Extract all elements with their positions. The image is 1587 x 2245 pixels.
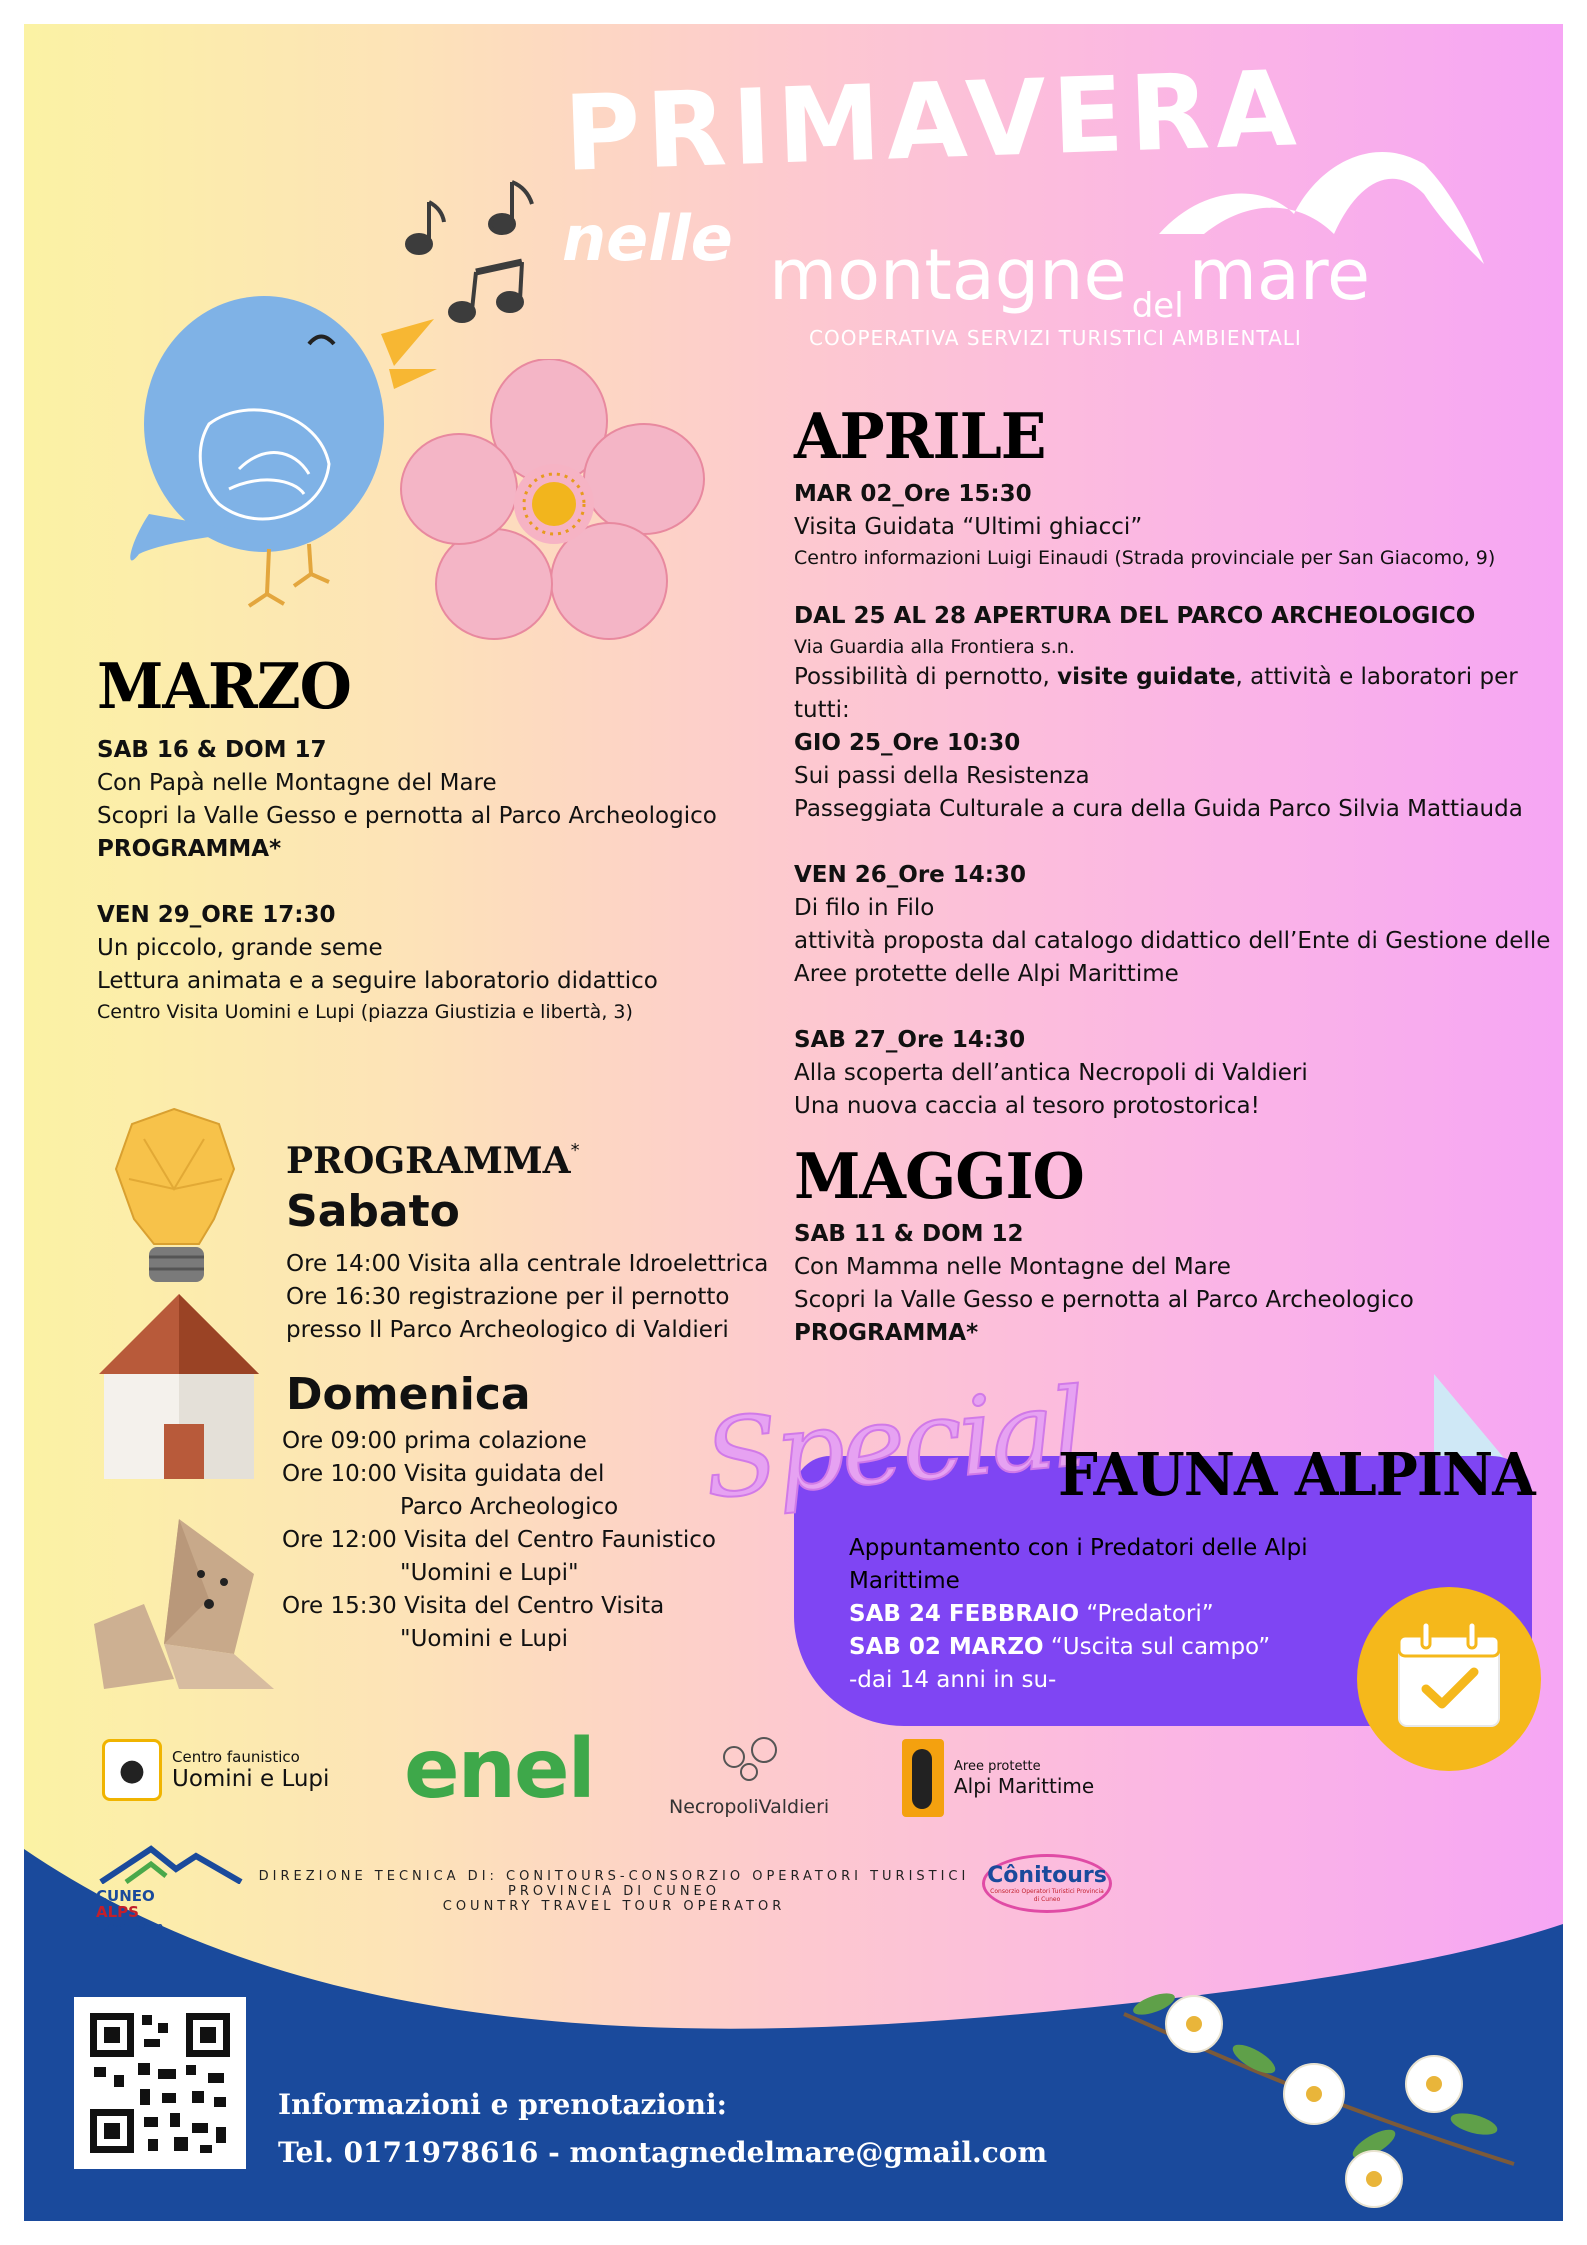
heading-maggio: MAGGIO xyxy=(794,1140,1084,1214)
domenica-title: Domenica xyxy=(286,1369,531,1420)
logo-conitours xyxy=(982,1854,1112,1913)
brand-subtitle: COOPERATIVA SERVIZI TURISTICI AMBIENTALI xyxy=(809,326,1302,350)
fox-origami-illustration xyxy=(84,1504,304,1704)
house-illustration xyxy=(84,1289,274,1489)
brand-montagne: montagne xyxy=(769,234,1127,316)
calendar-check-icon xyxy=(1354,1584,1544,1774)
cuneo-3: Experience xyxy=(96,1920,163,1934)
programma-heading xyxy=(286,1140,786,1182)
aprile-e2-pre: Possibilità di pernotto, xyxy=(794,664,1058,690)
aprile-e2-bold: visite guidate xyxy=(1057,664,1236,690)
brand-del: del xyxy=(1131,286,1184,326)
sabato-item-2: Ore 16:30 registrazione per il pernotto xyxy=(286,1284,730,1310)
logo-cuneo-alps xyxy=(96,1844,256,1934)
domenica-item-4b: "Uomini e Lupi xyxy=(400,1626,568,1652)
alpi-big: Alpi Marittime xyxy=(954,1773,1095,1798)
conitours-sub: Consorzio Operatori Turistici Provincia di Cuneo xyxy=(990,1888,1104,1903)
title-nelle: nelle xyxy=(562,202,733,275)
domenica-item-2: Ore 10:00 Visita guidata del xyxy=(282,1461,605,1487)
aprile-e4-date: VEN 26_Ore 14:30 xyxy=(794,862,1026,888)
maggio-line1: Con Mamma nelle Montagne del Mare xyxy=(794,1254,1231,1280)
aprile-e2-title: DAL 25 AL 28 APERTURA DEL PARCO ARCHEOLOGICO xyxy=(794,603,1476,629)
marzo-event2-line3: Centro Visita Uomini e Lupi (piazza Giustizia e libertà, 3) xyxy=(97,1001,633,1023)
aprile-e2-post: , attività e laboratori per tutti: xyxy=(794,664,1518,723)
paw-icon: ● xyxy=(102,1739,162,1801)
conitours-text: Cônitours xyxy=(987,1863,1107,1888)
programma-heading-text: PROGRAMMA xyxy=(286,1140,571,1182)
sabato-title: Sabato xyxy=(286,1186,460,1237)
marzo-event1-programma: PROGRAMMA* xyxy=(97,836,282,862)
special-script: Special xyxy=(699,1365,1089,1524)
aprile-e4-line2: attività proposta dal catalogo didattico dell’Ente di Gestione delle xyxy=(794,928,1551,954)
alpi-small: Aree protette xyxy=(954,1758,1041,1774)
fauna-line2-title: “Predatori” xyxy=(1079,1601,1214,1627)
direzione-line2: PROVINCIA DI CUNEO xyxy=(507,1884,720,1899)
aprile-e5-line2: Una nuova caccia al tesoro protostorica! xyxy=(794,1093,1260,1119)
domenica-item-4: Ore 15:30 Visita del Centro Visita xyxy=(282,1593,665,1619)
aprile-e4-line1: Di filo in Filo xyxy=(794,895,935,921)
domenica-item-3b: "Uomini e Lupi" xyxy=(400,1560,579,1586)
marzo-event1-line1: Con Papà nelle Montagne del Mare xyxy=(97,770,497,796)
sabato-item-3: presso Il Parco Archeologico di Valdieri xyxy=(286,1317,729,1343)
aprile-e5-date: SAB 27_Ore 14:30 xyxy=(794,1027,1026,1053)
marzo-event2-line1: Un piccolo, grande seme xyxy=(97,935,383,961)
heading-marzo: MARZO xyxy=(97,650,351,724)
sabato-item-1: Ore 14:00 Visita alla centrale Idroelettrica xyxy=(286,1251,769,1277)
heading-aprile: APRILE xyxy=(794,400,1046,474)
fauna-line3-date: SAB 02 MARZO xyxy=(849,1634,1044,1660)
direzione-line3: COUNTRY TRAVEL TOUR OPERATOR xyxy=(442,1899,786,1914)
marzo-event1-line2: Scopri la Valle Gesso e pernotta al Parco Archeologico xyxy=(97,803,717,829)
marzo-event2-date: VEN 29_ORE 17:30 xyxy=(97,902,336,928)
fauna-line2 xyxy=(849,1598,1409,1631)
lightbulb-illustration xyxy=(104,1099,244,1299)
necropoli-text: NecropoliValdieri xyxy=(669,1796,830,1818)
domenica-item-1: Ore 09:00 prima colazione xyxy=(282,1428,587,1454)
direzione-line1: DIREZIONE TECNICA DI: CONITOURS-CONSORZIO OPERATORI TURISTICI xyxy=(258,1869,970,1884)
aprile-e5-line1: Alla scoperta dell’antica Necropoli di Valdieri xyxy=(794,1060,1308,1086)
logo-uomini-lupi xyxy=(102,1739,329,1801)
maggio-line2: Scopri la Valle Gesso e pernotta al Parco Archeologico xyxy=(794,1287,1414,1313)
brand-wave-icon xyxy=(1144,124,1504,294)
aprile-e4-line3: Aree protette delle Alpi Marittime xyxy=(794,961,1179,987)
cuneo-1: CUNEO xyxy=(96,1887,155,1905)
maggio-programma: PROGRAMMA* xyxy=(794,1320,979,1346)
aprile-e3-line1: Sui passi della Resistenza xyxy=(794,763,1090,789)
cuneo-2: ALPS xyxy=(96,1903,139,1921)
fauna-line3 xyxy=(849,1631,1409,1664)
fauna-line4: -dai 14 anni in su- xyxy=(849,1667,1057,1693)
programma-star: * xyxy=(570,1140,580,1161)
uomini-big: Uomini e Lupi xyxy=(172,1766,330,1792)
aprile-e2-desc xyxy=(794,661,1554,727)
aprile-e1-line1: Visita Guidata “Ultimi ghiacci” xyxy=(794,514,1143,540)
fauna-line3-title: “Uscita sul campo” xyxy=(1043,1634,1271,1660)
mountain-icon xyxy=(96,1844,246,1884)
fauna-line1: Appuntamento con i Predatori delle Alpi Marittime xyxy=(849,1535,1308,1594)
domenica-item-3: Ore 12:00 Visita del Centro Faunistico xyxy=(282,1527,716,1553)
title-primavera: PRIMAVERA xyxy=(562,47,1304,195)
maggio-date: SAB 11 & DOM 12 xyxy=(794,1221,1024,1247)
contacts-label: Informazioni e prenotazioni: xyxy=(278,2088,728,2121)
poster xyxy=(24,24,1563,2221)
uomini-small: Centro faunistico xyxy=(172,1748,300,1766)
marzo-event2-line2: Lettura animata e a seguire laboratorio didattico xyxy=(97,968,658,994)
direzione-tecnica xyxy=(249,1869,979,1914)
marzo-event1-date: SAB 16 & DOM 17 xyxy=(97,737,327,763)
logo-enel: enel xyxy=(404,1722,594,1817)
flower-illustration xyxy=(399,359,709,649)
aprile-e3-date: GIO 25_Ore 10:30 xyxy=(794,730,1021,756)
brand-mare: mare xyxy=(1188,234,1371,316)
qr-code xyxy=(74,1997,246,2169)
necropoli-flower-icon xyxy=(689,1732,809,1792)
fauna-line2-date: SAB 24 FEBBRAIO xyxy=(849,1601,1080,1627)
domenica-item-2b: Parco Archeologico xyxy=(400,1494,619,1520)
aprile-e2-addr: Via Guardia alla Frontiera s.n. xyxy=(794,636,1075,658)
aprile-e1-date: MAR 02_Ore 15:30 xyxy=(794,481,1032,507)
aprile-e1-line2: Centro informazioni Luigi Einaudi (Strada provinciale per San Giacomo, 9) xyxy=(794,547,1496,569)
blossom-branch-illustration xyxy=(1114,1984,1534,2214)
aprile-e3-line2: Passeggiata Culturale a cura della Guida Parco Silvia Mattiauda xyxy=(794,796,1523,822)
fauna-alpina-title: FAUNA ALPINA xyxy=(1058,1440,1535,1510)
contacts-line: Tel. 0171978616 - montagnedelmare@gmail.com xyxy=(278,2136,1048,2169)
